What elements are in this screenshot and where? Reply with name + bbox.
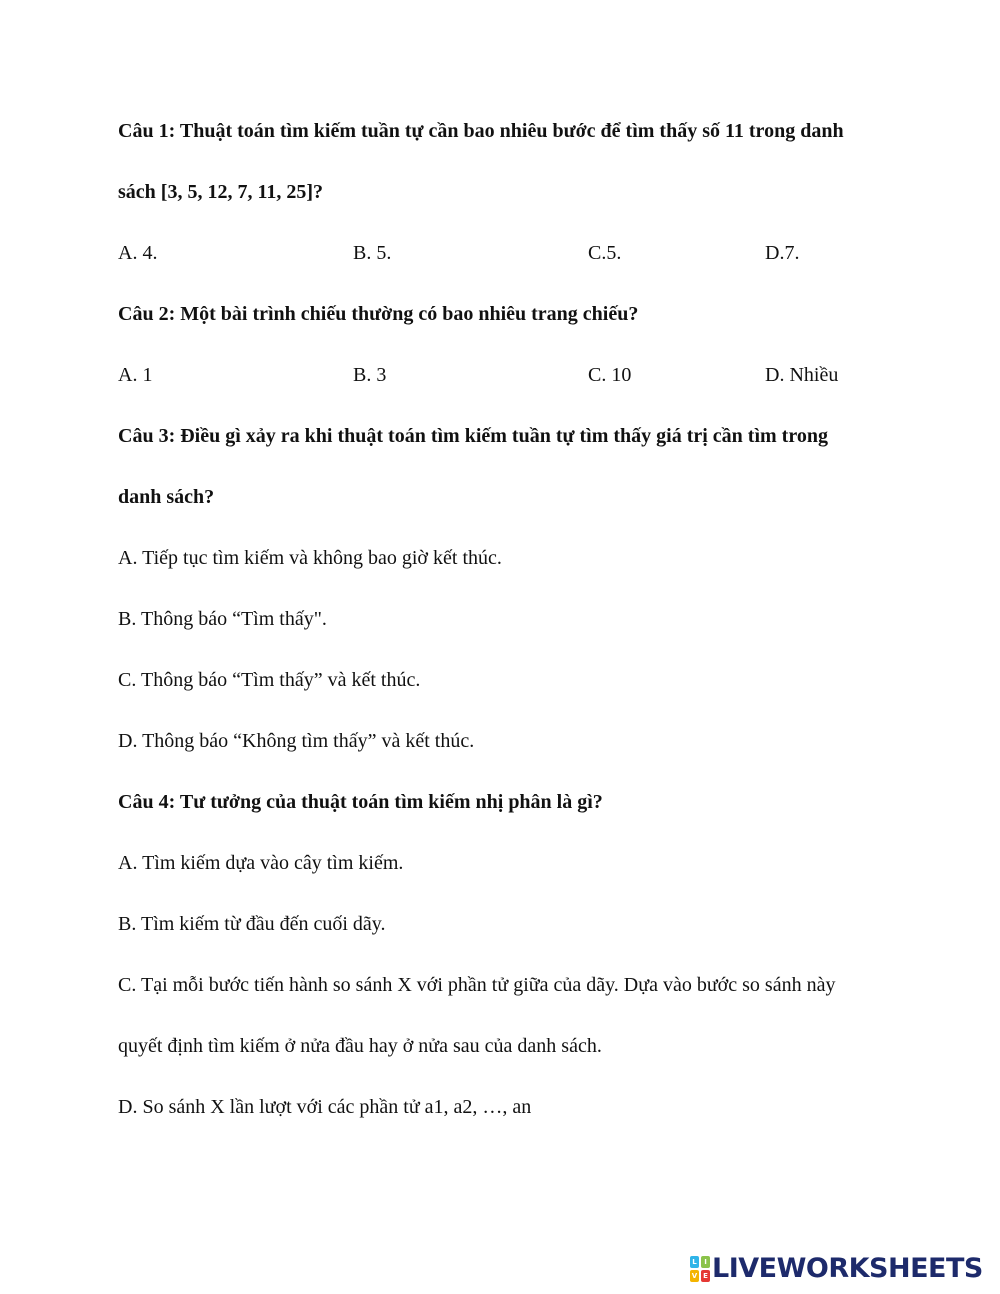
question-1-text-line-1: Câu 1: Thuật toán tìm kiếm tuần tự cần bao nhiêu bước để tìm thấy số 11 trong danh bbox=[118, 120, 844, 142]
logo-tile-i: I bbox=[701, 1256, 710, 1268]
question-1-text-line-2: sách [3, 5, 12, 7, 11, 25]? bbox=[118, 181, 323, 203]
question-4-option-a[interactable]: A. Tìm kiếm dựa vào cây tìm kiếm. bbox=[118, 852, 404, 874]
question-4-option-c-line-2[interactable]: quyết định tìm kiếm ở nửa đầu hay ở nửa sau của danh sách. bbox=[118, 1035, 602, 1057]
question-4-text-line-1: Câu 4: Tư tưởng của thuật toán tìm kiếm nhị phân là gì? bbox=[118, 791, 603, 813]
logo-mark-icon bbox=[690, 1256, 710, 1282]
question-2-option-c[interactable]: C. 10 bbox=[588, 364, 632, 386]
logo-text: LIVEWORKSHEETS bbox=[712, 1253, 983, 1284]
question-1-option-d[interactable]: D.7. bbox=[765, 242, 800, 264]
question-1-options bbox=[118, 241, 878, 265]
question-2-option-d[interactable]: D. Nhiều bbox=[765, 364, 839, 386]
question-2-option-b[interactable]: B. 3 bbox=[353, 364, 387, 386]
question-2-option-a[interactable]: A. 1 bbox=[118, 364, 153, 386]
question-4-option-b[interactable]: B. Tìm kiếm từ đầu đến cuối dãy. bbox=[118, 913, 386, 935]
question-3-option-d[interactable]: D. Thông báo “Không tìm thấy” và kết thúc. bbox=[118, 730, 475, 752]
question-1-option-a[interactable]: A. 4. bbox=[118, 242, 158, 264]
question-2-options bbox=[118, 363, 878, 387]
question-3-text-line-1: Câu 3: Điều gì xảy ra khi thuật toán tìm kiếm tuần tự tìm thấy giá trị cần tìm trong bbox=[118, 425, 828, 447]
liveworksheets-logo bbox=[690, 1254, 983, 1284]
question-3-text-line-2: danh sách? bbox=[118, 486, 215, 508]
question-3-option-b[interactable]: B. Thông báo “Tìm thấy". bbox=[118, 608, 327, 630]
question-1-option-b[interactable]: B. 5. bbox=[353, 242, 392, 264]
logo-tile-e: E bbox=[701, 1270, 710, 1282]
question-1-option-c[interactable]: C.5. bbox=[588, 242, 622, 264]
question-4-option-c-line-1[interactable]: C. Tại mỗi bước tiến hành so sánh X với phần tử giữa của dãy. Dựa vào bước so sánh này bbox=[118, 974, 836, 996]
question-3-option-a[interactable]: A. Tiếp tục tìm kiếm và không bao giờ kết thúc. bbox=[118, 547, 502, 569]
logo-tile-v: V bbox=[691, 1272, 698, 1280]
question-3-option-c[interactable]: C. Thông báo “Tìm thấy” và kết thúc. bbox=[118, 669, 421, 691]
question-2-text-line-1: Câu 2: Một bài trình chiếu thường có bao nhiêu trang chiếu? bbox=[118, 303, 639, 325]
question-4-option-d[interactable]: D. So sánh X lần lượt với các phần tử a1, a2, …, an bbox=[118, 1096, 532, 1118]
logo-tile-l: L bbox=[690, 1256, 699, 1268]
